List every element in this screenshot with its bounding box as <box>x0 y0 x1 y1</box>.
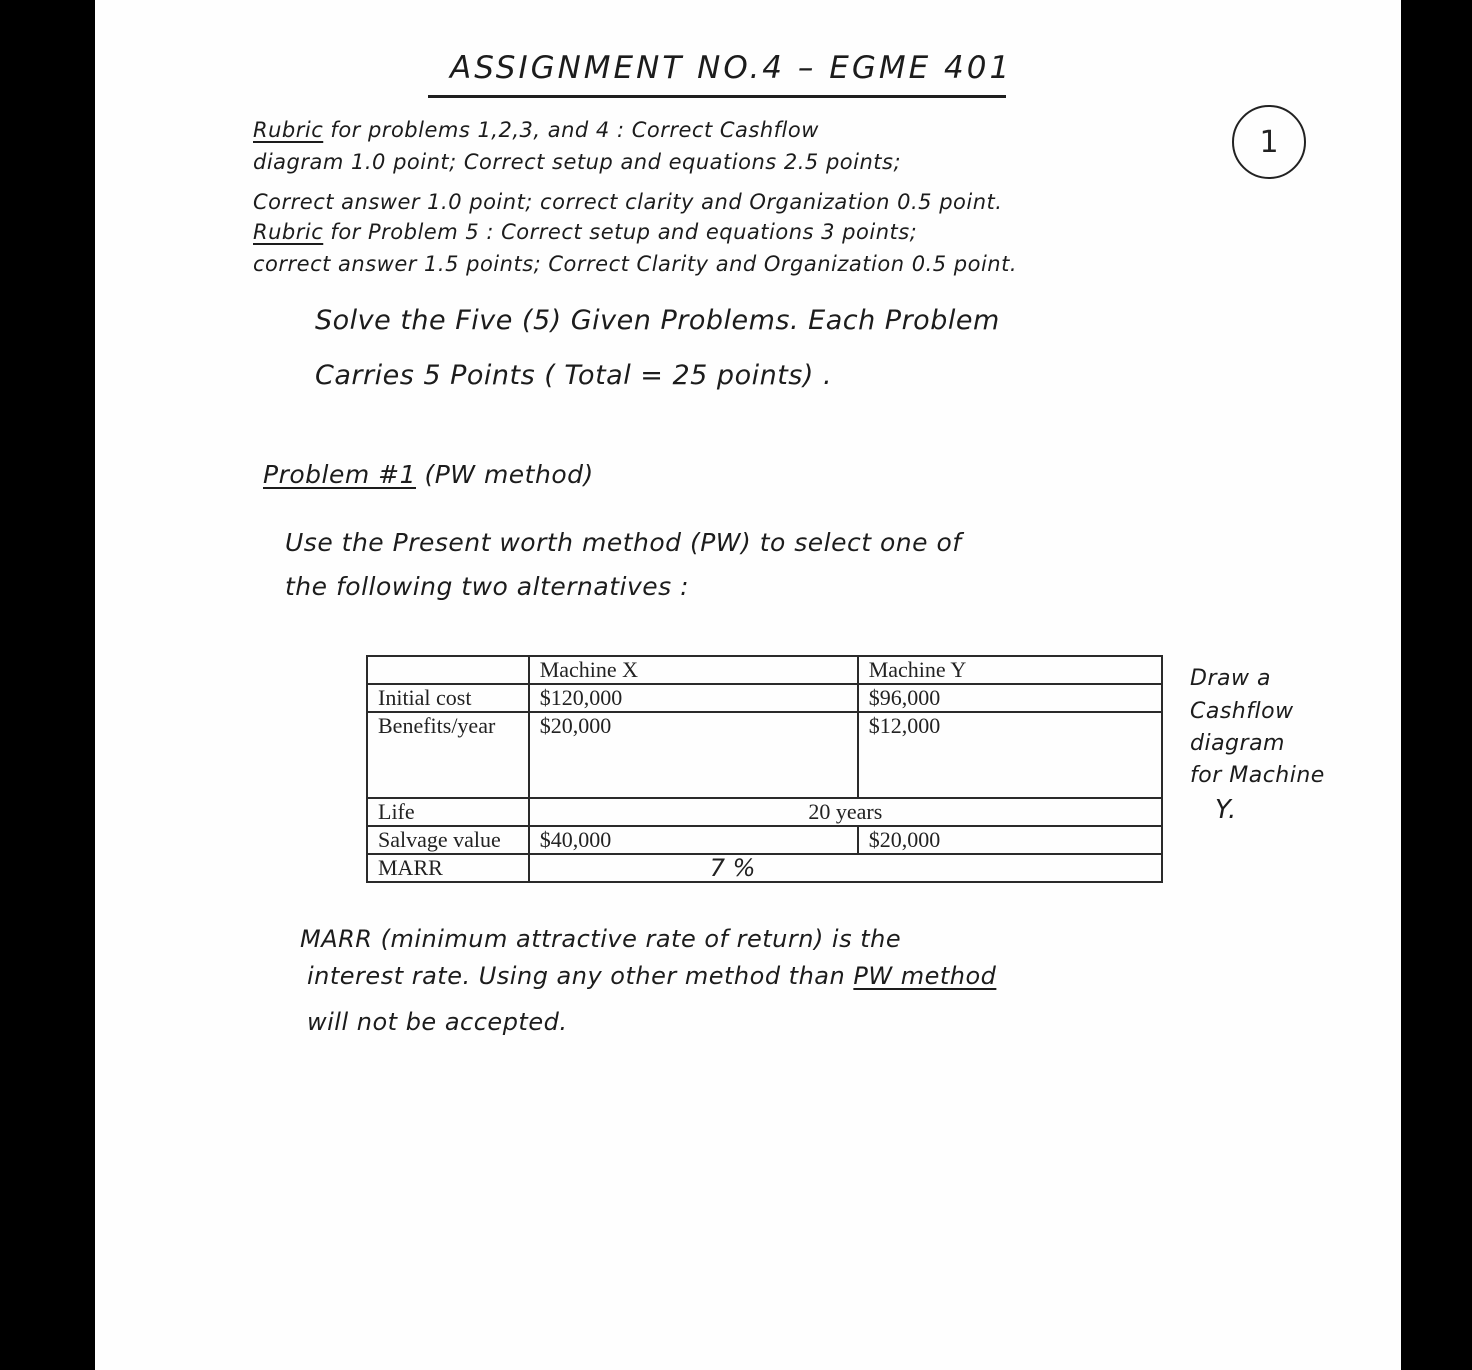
header-machine-x: Machine X <box>529 656 858 684</box>
table-row <box>367 826 1162 854</box>
table-row <box>367 854 1162 882</box>
cell-y: $96,000 <box>858 684 1162 712</box>
page-number-circle <box>1232 105 1306 179</box>
problem-1-text-line-1: Use the Present worth method (PW) to select one of <box>285 528 962 557</box>
rubric-line-4: Rubric for Problem 5 : Correct setup and equations 3 points; <box>253 220 918 244</box>
row-label: Benefits/year <box>367 712 529 798</box>
instructions-line-1: Solve the Five (5) Given Problems. Each Problem <box>315 305 1000 336</box>
instructions-line-2: Carries 5 Points ( Total = 25 points) . <box>315 360 833 391</box>
cell-shared: 7 % <box>529 854 1162 882</box>
marr-note-line-2: interest rate. Using any other method than PW method <box>307 962 997 990</box>
page-number: 1 <box>1259 124 1279 160</box>
row-label: MARR <box>367 854 529 882</box>
rubric-label: Rubric <box>253 118 324 142</box>
rubric-line-2: diagram 1.0 point; Correct setup and equations 2.5 points; <box>253 150 902 174</box>
rubric-line-3: Correct answer 1.0 point; correct clarity and Organization 0.5 point. <box>253 190 1003 214</box>
cell-x: $40,000 <box>529 826 858 854</box>
problem-1-heading: Problem #1 (PW method) <box>263 460 594 489</box>
cell-y: $20,000 <box>858 826 1162 854</box>
row-label: Life <box>367 798 529 826</box>
cell-y: $12,000 <box>858 712 1162 798</box>
table-row <box>367 684 1162 712</box>
title-underline <box>428 95 1006 98</box>
cell-x: $20,000 <box>529 712 858 798</box>
row-label: Salvage value <box>367 826 529 854</box>
cell-x: $120,000 <box>529 684 858 712</box>
cell-shared: 20 years <box>529 798 1162 826</box>
rubric-line-1: Rubric for problems 1,2,3, and 4 : Correct Cashflow <box>253 118 819 142</box>
scanned-page: ASSIGNMENT NO.4 – EGME 401 1 Rubric for problems 1,2,3, and 4 : Correct Cashflow diagram 1.0 point; Correct setup and equations 2.5 points; Correct answer 1.0 point; correct clarity and Organization 0.5 point. Rubric for Problem 5 : Correct setup and equations 3 points; correct answer 1.5 points; Correct Clarity and Organization 0.5 point. Solve the Five (5) Given Problems. Each Problem Carries 5 Points ( Total = 25 points) . Problem #1 (PW method) Use the Present worth method (PW) to select one of the following two alternatives : Machine X Machine Y Initial cost $120,000 $96,000 Benefits/year $20,000 $12,000 Life 20 years Salvage value $40,000 $20,000 MARR 7 % Draw a Cashflow diagram for Machine Y. MARR (minimum attractive rate of return) is the interest rate. Using any other method than PW method will not be accepted. <box>95 0 1401 1370</box>
rubric-line-5: correct answer 1.5 points; Correct Clarity and Organization 0.5 point. <box>253 252 1017 276</box>
pw-method-emphasis: PW method <box>853 962 997 990</box>
alternatives-table <box>366 655 1163 883</box>
table-row <box>367 798 1162 826</box>
rubric-label: Rubric <box>253 220 324 244</box>
row-label: Initial cost <box>367 684 529 712</box>
table-row <box>367 712 1162 798</box>
marr-note-line-3: will not be accepted. <box>307 1008 568 1036</box>
header-machine-y: Machine Y <box>858 656 1162 684</box>
marr-note-line-1: MARR (minimum attractive rate of return) is the <box>300 925 902 953</box>
problem-1-text-line-2: the following two alternatives : <box>285 572 690 601</box>
assignment-title: ASSIGNMENT NO.4 – EGME 401 <box>450 50 1013 86</box>
table-header-row <box>367 656 1162 684</box>
